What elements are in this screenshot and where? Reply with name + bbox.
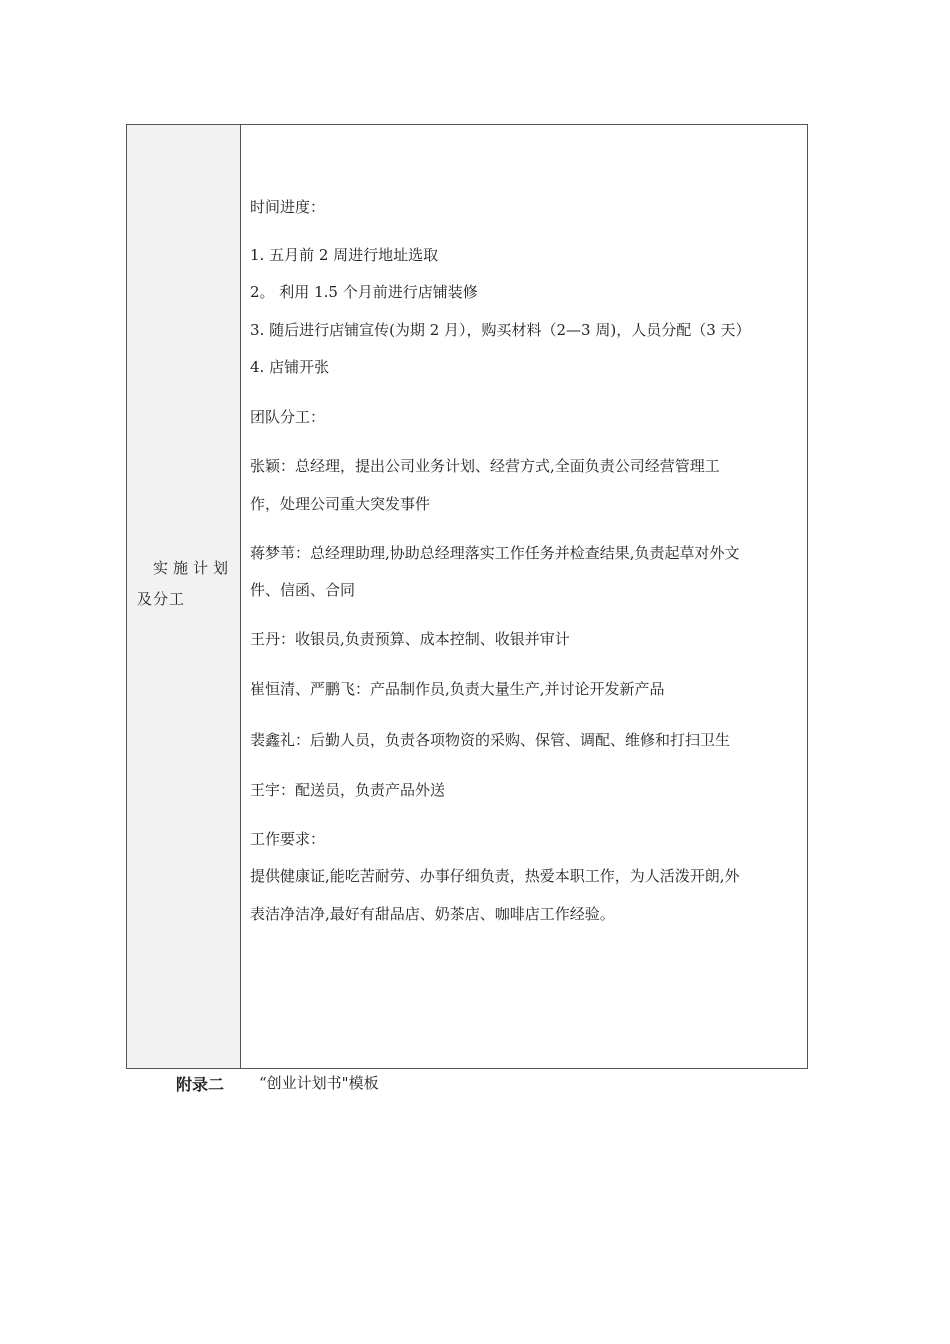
row-label-line-2: 及分工 bbox=[137, 590, 186, 608]
requirements-line: 表洁净洁净,最好有甜品店、奶茶店、咖啡店工作经验。 bbox=[250, 905, 615, 923]
schedule-item: 3. 随后进行店铺宣传(为期 2 月），购买材料（2—3 周)，人员分配（3 天） bbox=[250, 321, 751, 339]
schedule-heading: 时间进度： bbox=[250, 198, 326, 216]
row-content-cell bbox=[241, 125, 807, 1068]
team-line: 作，处理公司重大突发事件 bbox=[250, 495, 431, 513]
appendix-title: “创业计划书"模板 bbox=[259, 1074, 379, 1092]
row-label bbox=[137, 553, 234, 615]
schedule-item: 1. 五月前 2 周进行地址选取 bbox=[250, 246, 439, 264]
schedule-item: 2。 利用 1.5 个月前进行店铺装修 bbox=[250, 283, 478, 301]
team-line: 裴鑫礼：后勤人员，负责各项物资的采购、保管、调配、维修和打扫卫生 bbox=[250, 731, 731, 749]
team-heading: 团队分工： bbox=[250, 408, 326, 426]
row-label-cell bbox=[127, 125, 241, 1068]
team-line: 张颖：总经理，提出公司业务计划、经营方式,全面负责公司经营管理工 bbox=[250, 457, 720, 475]
team-line: 崔恒清、严鹏飞：产品制作员,负责大量生产,并讨论开发新产品 bbox=[250, 680, 665, 698]
team-line: 王丹：收银员,负责预算、成本控制、收银并审计 bbox=[250, 630, 570, 648]
schedule-item: 4. 店铺开张 bbox=[250, 358, 330, 376]
team-line: 件、信函、合同 bbox=[250, 581, 356, 599]
team-line: 王宇：配送员，负责产品外送 bbox=[250, 781, 446, 799]
appendix-label: 附录二 bbox=[176, 1075, 225, 1094]
row-label-line-1: 实施计划 bbox=[153, 559, 234, 577]
requirements-line: 提供健康证,能吃苦耐劳、办事仔细负责，热爱本职工作，为人活泼开朗,外 bbox=[250, 867, 740, 885]
requirements-heading: 工作要求： bbox=[250, 830, 326, 848]
team-line: 蒋梦苇：总经理助理,协助总经理落实工作任务并检查结果,负责起草对外文 bbox=[250, 544, 740, 562]
plan-table bbox=[126, 124, 808, 1069]
